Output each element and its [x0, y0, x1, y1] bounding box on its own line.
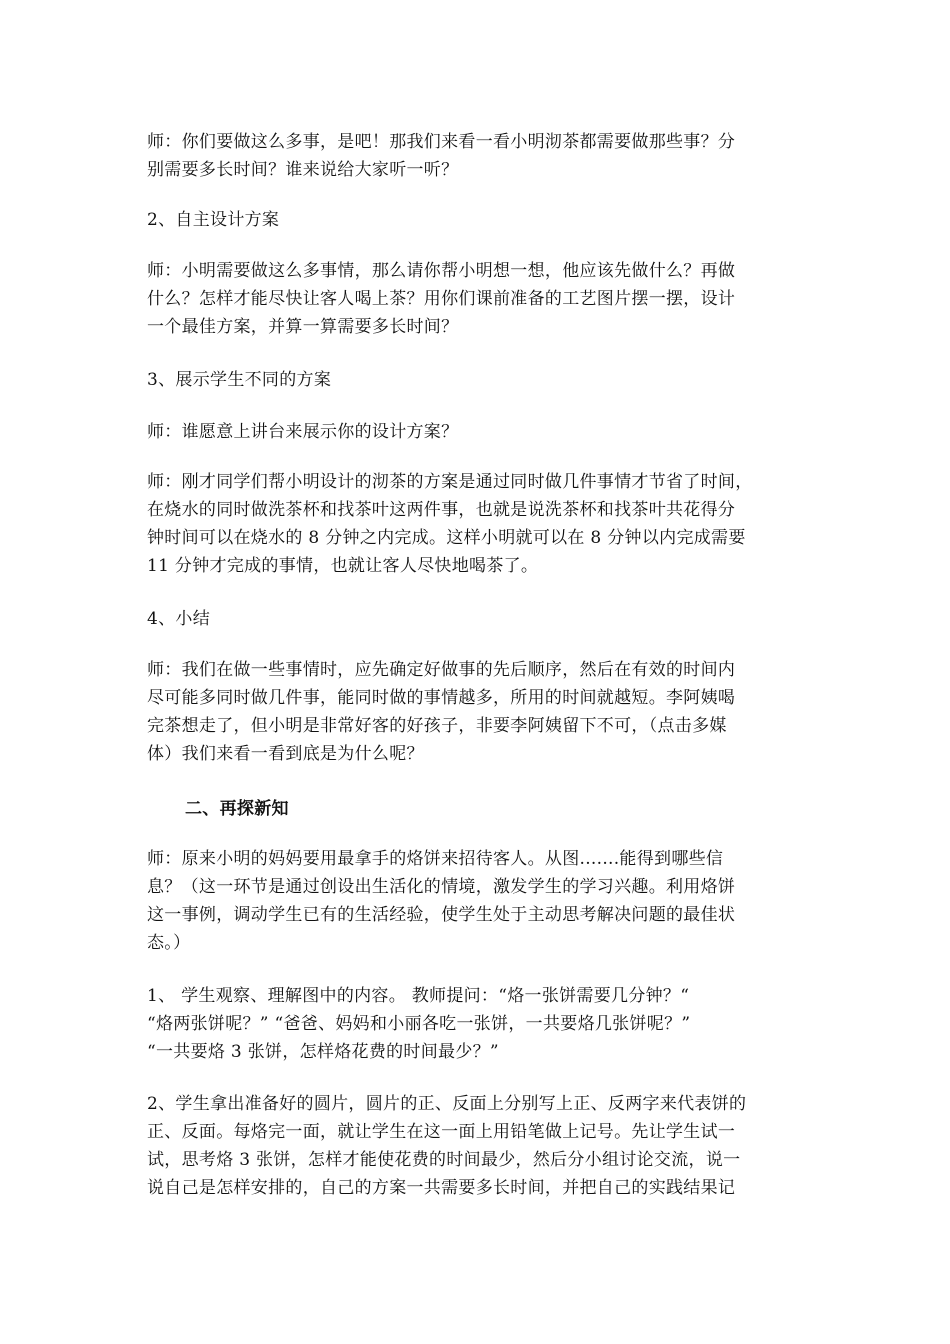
- text-line: 师：小明需要做这么多事情，那么请你帮小明想一想，他应该先做什么？再做: [147, 261, 736, 281]
- paragraph-teacher-summary: [147, 656, 807, 768]
- text-line: 一个最佳方案，并算一算需要多长时间？: [147, 317, 459, 337]
- text-line: 别需要多长时间？谁来说给大家听一听？: [147, 160, 459, 180]
- section-heading-explore-again: [185, 795, 845, 823]
- text-line: 钟时间可以在烧水的 8 分钟之内完成。这样小明就可以在 8 分钟以内完成需要: [147, 528, 746, 548]
- text-line: 3、展示学生不同的方案: [147, 370, 332, 390]
- text-line: 1、 学生观察、理解图中的内容。 教师提问：“烙一张饼需要几分钟？“: [147, 986, 690, 1006]
- text-line: 二、再探新知: [185, 799, 289, 819]
- text-line: 2、学生拿出准备好的圆片，圆片的正、反面上分别写上正、反两字来代表饼的: [147, 1094, 747, 1114]
- paragraph-teacher-pancakes: [147, 845, 807, 957]
- text-line: “烙两张饼呢？” “爸爸、妈妈和小丽各吃一张饼，一共要烙几张饼呢？”: [147, 1014, 691, 1034]
- paragraph-teacher-design: [147, 257, 807, 341]
- text-line: 这一事例，调动学生已有的生活经验，使学生处于主动思考解决问题的最佳状: [147, 905, 736, 925]
- text-line: 11 分钟才完成的事情，也就让客人尽快地喝茶了。: [147, 556, 539, 576]
- text-line: “一共要烙 3 张饼，怎样烙花费的时间最少？”: [147, 1042, 499, 1062]
- text-line: 师：我们在做一些事情时，应先确定好做事的先后顺序，然后在有效的时间内: [147, 660, 736, 680]
- text-line: 2、自主设计方案: [147, 210, 280, 230]
- paragraph-teacher-explanation: [147, 468, 807, 580]
- text-line: 师：谁愿意上讲台来展示你的设计方案？: [147, 422, 459, 442]
- text-line: 体）我们来看一看到底是为什么呢？: [147, 744, 424, 764]
- text-line: 尽可能多同时做几件事，能同时做的事情越多，所用的时间就越短。李阿姨喝: [147, 688, 736, 708]
- paragraph-student-observe: [147, 982, 807, 1066]
- section-heading-summary: [147, 605, 807, 633]
- text-line: 试，思考烙 3 张饼，怎样才能使花费的时间最少，然后分小组讨论交流，说一: [147, 1150, 741, 1170]
- text-line: 息？（这一环节是通过创设出生活化的情境，激发学生的学习兴趣。利用烙饼: [147, 877, 736, 897]
- text-line: 正、反面。每烙完一面，就让学生在这一面上用铅笔做上记号。先让学生试一: [147, 1122, 736, 1142]
- text-line: 4、小结: [147, 609, 211, 629]
- text-line: 师：刚才同学们帮小明设计的沏茶的方案是通过同时做几件事情才节省了时间，: [147, 472, 753, 492]
- text-line: 完茶想走了，但小明是非常好客的好孩子，非要李阿姨留下不可，（点击多媒: [147, 716, 727, 736]
- paragraph-teacher-question: [147, 128, 807, 184]
- text-line: 说自己是怎样安排的，自己的方案一共需要多长时间，并把自己的实践结果记: [147, 1178, 736, 1198]
- text-line: 在烧水的同时做洗茶杯和找茶叶这两件事，也就是说洗茶杯和找茶叶共花得分: [147, 500, 736, 520]
- text-line: 师：你们要做这么多事，是吧！那我们来看一看小明沏茶都需要做那些事？分: [147, 132, 736, 152]
- section-heading-show-plans: [147, 366, 807, 394]
- text-line: 态。）: [147, 933, 191, 953]
- text-line: 师：原来小明的妈妈要用最拿手的烙饼来招待客人。从图.......能得到哪些信: [147, 849, 724, 869]
- text-line: 什么？怎样才能尽快让客人喝上茶？用你们课前准备的工艺图片摆一摆，设计: [147, 289, 736, 309]
- paragraph-student-activity: [147, 1090, 807, 1202]
- paragraph-teacher-invite: [147, 418, 807, 446]
- section-heading-design-plan: [147, 206, 807, 234]
